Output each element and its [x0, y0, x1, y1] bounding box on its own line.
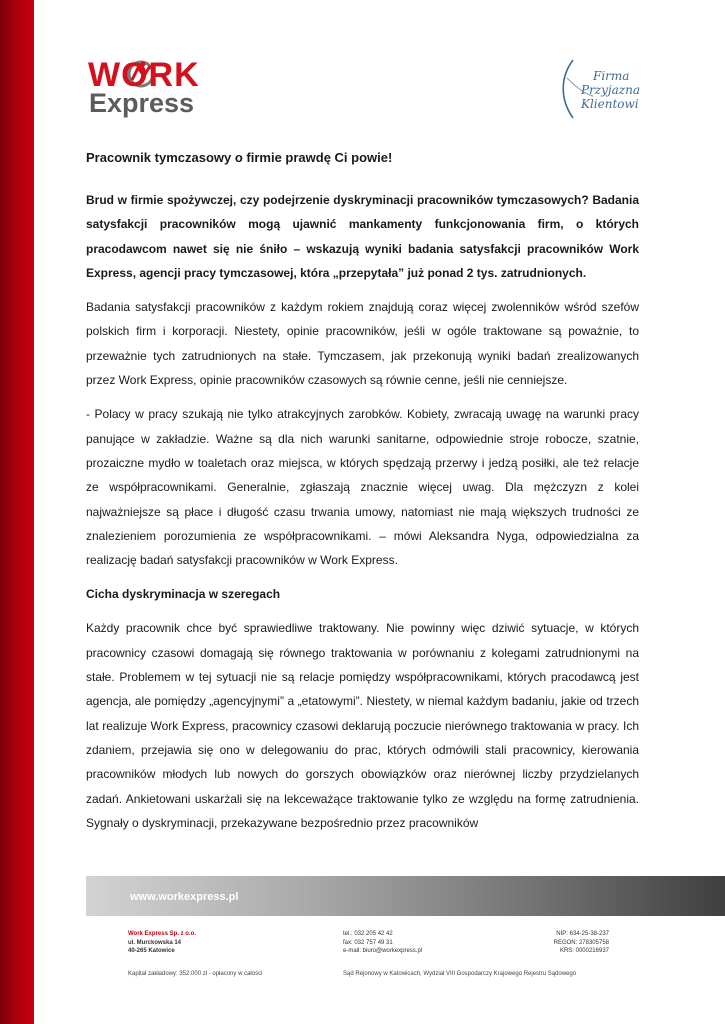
footer-regon: REGON: 278305758 — [553, 939, 609, 946]
footer-capital: Kapitał zakładowy: 352.000 zł - opłacony w całości — [128, 971, 263, 977]
footer-contact — [343, 930, 422, 956]
logo-work-text: WORK — [88, 56, 200, 94]
footer-address — [128, 930, 196, 956]
paragraph-1: Badania satysfakcji pracowników z każdym rokiem znajdują coraz więcej zwolenników wśród szefów polskich firm i korporacji. Niestety, opinie pracowników, jeśli w ogóle traktowane są poważnie, to przeważnie tych zatrudnionych na stałe. Tymczasem, jak przekonują wyniki badań zrealizowanych przez Work Express, opinie pracowników czasowych są równie cenne, jeśli nie cenniejsze. — [86, 300, 639, 388]
footer-fax: fax: 032 757 49 31 — [343, 939, 393, 946]
footer-street: ul. Murckowska 14 — [128, 939, 182, 946]
footer-website-link[interactable]: www.workexpress.pl — [130, 891, 239, 903]
document-title: Pracownik tymczasowy o firmie prawdę Ci powie! — [86, 150, 393, 165]
footer-company-name: Work Express Sp. z o.o. — [128, 931, 196, 937]
badge-line-3: Klientowi — [581, 97, 639, 111]
footer-nip: NIP: 634-25-38-237 — [556, 931, 609, 937]
footer-krs: KRS: 0000216937 — [559, 948, 609, 954]
lead-paragraph: Brud w firmie spożywczej, czy podejrzenie dyskryminacji pracowników tymczasowych? Badania satysfakcji pracowników mogą ujawnić mankamenty funkcjonowania firm, o których pracodawcom nawet się nie śniło – wskazują wyniki badania satysfakcji pracowników Work Express, agencji pracy tymczasowej, która „przepytała” już ponad 2 tys. zatrudnionych. — [86, 193, 639, 280]
footer-bar — [86, 876, 725, 916]
work-express-logo — [88, 58, 218, 118]
firma-przyjazna-klientowi-badge — [555, 58, 665, 120]
section-subheading: Cicha dyskryminacja w szeregach — [86, 587, 281, 602]
footer-tel: tel.: 032 205 42 42 — [343, 931, 393, 937]
badge-line-2: Przyjazna — [581, 83, 640, 97]
footer-registry — [551, 930, 609, 956]
document-body — [86, 150, 639, 845]
paragraph-3: Każdy pracownik chce być sprawiedliwe traktowany. Nie powinny więc dziwić sytuacje, w których pracownicy czasowi domagają się równego traktowania w porównaniu z kolegami zatrudnionymi na stałe. Problemem w tej sytuacji nie są relacje pomiędzy współpracownikami, których pracodawcą jest agencja, ale pomiędzy „agencyjnymi” a „etatowymi”. Niestety, w niemal każdym badaniu, jakie od trzech lat realizuje Work Express, pracownicy czasowi deklarują poczucie nierównego traktowania w pracy. Ich zdaniem, przejawia się ono w delegowaniu do prac, których odmówili stali pracownicy, kierowania pracowników młodych lub nowych do gorszych obowiązków oraz nierównej liczby przydzielanych zadań. Ankietowani uskarżali się na lekceważące traktowanie tylko ze względu na formę zatrudnienia. Sygnały o dyskryminacji, przekazywane bezpośrednio przez pracowników — [86, 621, 639, 830]
footer-court: Sąd Rejonowy w Katowicach, Wydział VIII Gospodarczy Krajowego Rejestru Sądowego — [343, 971, 577, 977]
red-side-strip — [0, 0, 34, 1024]
badge-line-1: Firma — [593, 69, 630, 83]
paragraph-2: - Polacy w pracy szukają nie tylko atrakcyjnych zarobków. Kobiety, zwracają uwagę na warunki pracy panujące w zakładzie. Ważne są dla nich warunki sanitarne, odpowiednie stroje robocze, szatnie, prozaiczne mydło w toaletach oraz miejsca, w których spędzają przerwy i jedzą posiłki, ale też relacje ze współpracownikami. Generalnie, zgłaszają znacznie więcej uwag. Dla mężczyzn z kolei najważniejsze są płace i długość czasu trwania umowy, natomiast nie mają większych trudności ze znalezieniem porozumienia ze współpracownikami. – mówi Aleksandra Nyga, odpowiedzialna za realizację badań satysfakcji pracowników w Work Express. — [86, 407, 639, 568]
footer-city: 40-265 Katowice — [128, 948, 175, 954]
footer-email[interactable]: e-mail: biuro@workexpress.pl — [343, 948, 423, 954]
logo-express-text: Express — [89, 88, 195, 118]
